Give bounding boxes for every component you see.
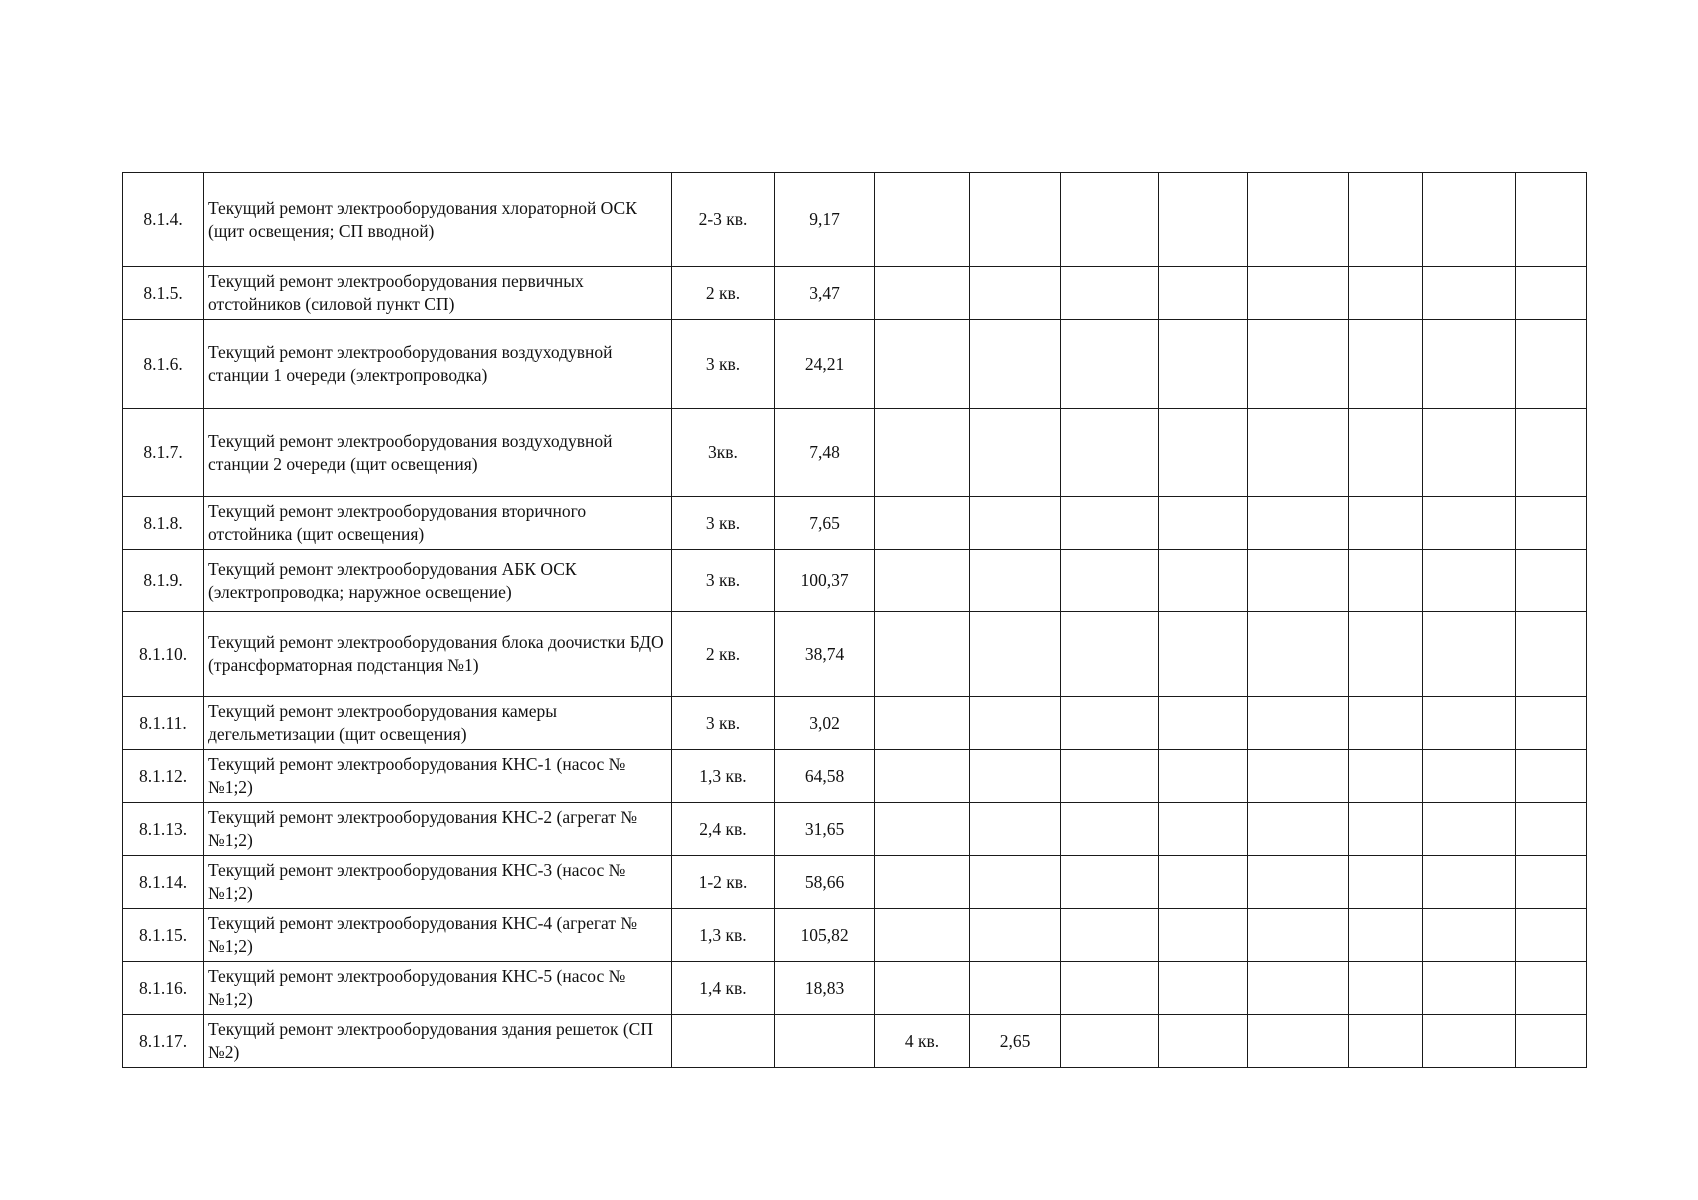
schedule-cell: 4 кв. bbox=[875, 1015, 970, 1068]
table-row bbox=[123, 612, 1587, 697]
schedule-cell bbox=[875, 962, 970, 1015]
work-description-cell bbox=[204, 267, 672, 320]
schedule-cell bbox=[1349, 909, 1423, 962]
schedule-cell bbox=[1349, 409, 1423, 497]
schedule-cell bbox=[970, 173, 1061, 267]
table-row bbox=[123, 173, 1587, 267]
schedule-cell bbox=[1423, 267, 1516, 320]
work-description-text: Текущий ремонт электрооборудования воздуходувной станции 2 очереди (щит освещения) bbox=[208, 430, 613, 474]
schedule-cell bbox=[672, 1015, 775, 1068]
schedule-cell bbox=[1516, 697, 1587, 750]
table-row bbox=[123, 909, 1587, 962]
schedule-cell bbox=[1248, 497, 1349, 550]
work-description-text: Текущий ремонт электрооборудования КНС-1 (насос №№1;2) bbox=[208, 754, 626, 797]
work-description-cell bbox=[204, 612, 672, 697]
row-number-cell: 8.1.16. bbox=[123, 962, 204, 1015]
schedule-cell bbox=[1159, 612, 1248, 697]
schedule-cell: 1,3 кв. bbox=[672, 750, 775, 803]
schedule-cell bbox=[875, 612, 970, 697]
schedule-cell bbox=[1423, 909, 1516, 962]
work-description-cell bbox=[204, 1015, 672, 1068]
schedule-cell: 18,83 bbox=[775, 962, 875, 1015]
schedule-cell: 105,82 bbox=[775, 909, 875, 962]
schedule-cell bbox=[1248, 750, 1349, 803]
row-number-cell: 8.1.14. bbox=[123, 856, 204, 909]
schedule-cell bbox=[1516, 409, 1587, 497]
row-number-cell: 8.1.4. bbox=[123, 173, 204, 267]
schedule-cell bbox=[1349, 267, 1423, 320]
schedule-cell bbox=[1516, 267, 1587, 320]
work-description-cell bbox=[204, 697, 672, 750]
schedule-cell bbox=[1349, 856, 1423, 909]
row-number-cell: 8.1.5. bbox=[123, 267, 204, 320]
work-description-text: Текущий ремонт электрооборудования КНС-4 (агрегат №№1;2) bbox=[208, 913, 638, 956]
schedule-cell bbox=[1349, 697, 1423, 750]
schedule-cell: 3 кв. bbox=[672, 550, 775, 612]
schedule-cell bbox=[1423, 803, 1516, 856]
schedule-cell bbox=[1349, 173, 1423, 267]
table-row bbox=[123, 320, 1587, 409]
schedule-cell bbox=[1061, 962, 1159, 1015]
schedule-cell bbox=[1061, 409, 1159, 497]
schedule-cell bbox=[1159, 173, 1248, 267]
schedule-cell bbox=[1423, 856, 1516, 909]
schedule-cell bbox=[1061, 612, 1159, 697]
schedule-cell bbox=[1061, 750, 1159, 803]
work-description-cell bbox=[204, 750, 672, 803]
work-description-text: Текущий ремонт электрооборудования воздуходувной станции 1 очереди (электропроводка) bbox=[208, 342, 613, 385]
work-description-cell bbox=[204, 497, 672, 550]
schedule-cell bbox=[1349, 962, 1423, 1015]
schedule-cell: 3,47 bbox=[775, 267, 875, 320]
work-description-text: Текущий ремонт электрооборудования вторичного отстойника (щит освещения) bbox=[208, 501, 587, 544]
row-number-cell: 8.1.8. bbox=[123, 497, 204, 550]
table-row bbox=[123, 409, 1587, 497]
schedule-cell bbox=[1159, 856, 1248, 909]
schedule-cell: 58,66 bbox=[775, 856, 875, 909]
schedule-cell bbox=[775, 1015, 875, 1068]
work-description-text: Текущий ремонт электрооборудования блока доочистки БДО (трансформаторная подстанция №1) bbox=[208, 632, 664, 675]
schedule-cell bbox=[1248, 962, 1349, 1015]
schedule-cell bbox=[875, 497, 970, 550]
schedule-cell bbox=[1159, 803, 1248, 856]
table-row bbox=[123, 750, 1587, 803]
schedule-cell bbox=[1061, 909, 1159, 962]
schedule-cell bbox=[1516, 320, 1587, 409]
schedule-cell bbox=[1061, 320, 1159, 409]
schedule-cell bbox=[1061, 803, 1159, 856]
schedule-cell bbox=[1516, 612, 1587, 697]
schedule-cell bbox=[1516, 1015, 1587, 1068]
schedule-cell bbox=[1061, 173, 1159, 267]
schedule-cell bbox=[1516, 803, 1587, 856]
schedule-cell bbox=[875, 409, 970, 497]
schedule-cell bbox=[970, 962, 1061, 1015]
schedule-cell bbox=[1159, 550, 1248, 612]
row-number-cell: 8.1.6. bbox=[123, 320, 204, 409]
schedule-cell: 3 кв. bbox=[672, 320, 775, 409]
schedule-cell bbox=[1159, 409, 1248, 497]
schedule-cell: 2 кв. bbox=[672, 612, 775, 697]
table-row bbox=[123, 1015, 1587, 1068]
schedule-cell bbox=[875, 320, 970, 409]
schedule-cell bbox=[970, 750, 1061, 803]
schedule-cell bbox=[1159, 497, 1248, 550]
work-description-text: Текущий ремонт электрооборудования первичных отстойников (силовой пункт СП) bbox=[208, 271, 584, 314]
schedule-cell: 2,4 кв. bbox=[672, 803, 775, 856]
work-description-text: Текущий ремонт электрооборудования КНС-3 (насос №№1;2) bbox=[208, 860, 626, 903]
schedule-cell bbox=[1423, 612, 1516, 697]
schedule-cell: 24,21 bbox=[775, 320, 875, 409]
row-number-cell: 8.1.7. bbox=[123, 409, 204, 497]
schedule-cell: 2 кв. bbox=[672, 267, 775, 320]
schedule-cell bbox=[1516, 173, 1587, 267]
schedule-cell bbox=[970, 612, 1061, 697]
schedule-cell: 3,02 bbox=[775, 697, 875, 750]
work-description-cell bbox=[204, 173, 672, 267]
schedule-cell bbox=[970, 697, 1061, 750]
work-description-text: Текущий ремонт электрооборудования здания решеток (СП №2) bbox=[208, 1019, 653, 1062]
schedule-cell bbox=[1248, 320, 1349, 409]
schedule-cell: 7,48 bbox=[775, 409, 875, 497]
table-row bbox=[123, 550, 1587, 612]
schedule-cell bbox=[970, 803, 1061, 856]
row-number-cell: 8.1.11. bbox=[123, 697, 204, 750]
row-number-cell: 8.1.9. bbox=[123, 550, 204, 612]
schedule-cell: 3 кв. bbox=[672, 497, 775, 550]
table-row bbox=[123, 803, 1587, 856]
schedule-cell bbox=[1349, 1015, 1423, 1068]
schedule-cell bbox=[970, 267, 1061, 320]
schedule-cell bbox=[1516, 750, 1587, 803]
schedule-cell bbox=[1061, 267, 1159, 320]
schedule-cell: 100,37 bbox=[775, 550, 875, 612]
schedule-cell: 2-3 кв. bbox=[672, 173, 775, 267]
schedule-cell bbox=[1516, 962, 1587, 1015]
schedule-cell bbox=[970, 909, 1061, 962]
schedule-cell bbox=[1159, 1015, 1248, 1068]
work-description-cell bbox=[204, 550, 672, 612]
schedule-cell: 64,58 bbox=[775, 750, 875, 803]
work-description-text: Текущий ремонт электрооборудования камеры дегельметизации (щит освещения) bbox=[208, 701, 557, 744]
schedule-cell bbox=[1423, 962, 1516, 1015]
schedule-cell bbox=[1423, 320, 1516, 409]
table-row bbox=[123, 497, 1587, 550]
schedule-cell bbox=[1423, 173, 1516, 267]
work-description-text: Текущий ремонт электрооборудования КНС-5 (насос №№1;2) bbox=[208, 966, 626, 1009]
schedule-cell bbox=[970, 320, 1061, 409]
row-number-cell: 8.1.12. bbox=[123, 750, 204, 803]
schedule-cell bbox=[1061, 856, 1159, 909]
work-description-cell bbox=[204, 909, 672, 962]
schedule-cell bbox=[875, 803, 970, 856]
schedule-cell bbox=[1159, 697, 1248, 750]
table-body bbox=[123, 173, 1587, 1068]
schedule-cell bbox=[875, 750, 970, 803]
schedule-cell bbox=[1248, 909, 1349, 962]
schedule-cell bbox=[970, 550, 1061, 612]
schedule-cell: 31,65 bbox=[775, 803, 875, 856]
schedule-cell bbox=[1423, 550, 1516, 612]
schedule-cell bbox=[1516, 909, 1587, 962]
work-description-text: Текущий ремонт электрооборудования КНС-2 (агрегат №№1;2) bbox=[208, 807, 638, 850]
schedule-cell bbox=[1423, 697, 1516, 750]
schedule-cell bbox=[1349, 550, 1423, 612]
schedule-cell: 2,65 bbox=[970, 1015, 1061, 1068]
schedule-cell bbox=[1516, 550, 1587, 612]
schedule-cell bbox=[970, 856, 1061, 909]
work-description-cell bbox=[204, 320, 672, 409]
row-number-cell: 8.1.15. bbox=[123, 909, 204, 962]
row-number-cell: 8.1.10. bbox=[123, 612, 204, 697]
row-number-cell: 8.1.17. bbox=[123, 1015, 204, 1068]
schedule-cell bbox=[1423, 750, 1516, 803]
schedule-cell: 7,65 bbox=[775, 497, 875, 550]
schedule-cell bbox=[1349, 803, 1423, 856]
work-schedule-sheet bbox=[122, 172, 1587, 1068]
schedule-cell bbox=[1248, 612, 1349, 697]
schedule-cell bbox=[875, 267, 970, 320]
schedule-cell bbox=[1248, 267, 1349, 320]
schedule-cell: 1,3 кв. bbox=[672, 909, 775, 962]
schedule-cell bbox=[1248, 856, 1349, 909]
schedule-cell bbox=[1248, 173, 1349, 267]
schedule-cell bbox=[1248, 803, 1349, 856]
table-row bbox=[123, 962, 1587, 1015]
schedule-cell: 38,74 bbox=[775, 612, 875, 697]
schedule-cell bbox=[970, 409, 1061, 497]
schedule-cell bbox=[1349, 497, 1423, 550]
schedule-cell bbox=[875, 173, 970, 267]
schedule-cell bbox=[875, 697, 970, 750]
schedule-cell bbox=[1159, 267, 1248, 320]
schedule-cell bbox=[875, 909, 970, 962]
schedule-cell: 1-2 кв. bbox=[672, 856, 775, 909]
schedule-cell: 3кв. bbox=[672, 409, 775, 497]
schedule-cell bbox=[1516, 856, 1587, 909]
schedule-cell bbox=[1349, 612, 1423, 697]
work-description-cell bbox=[204, 409, 672, 497]
schedule-cell bbox=[875, 856, 970, 909]
schedule-cell bbox=[1248, 1015, 1349, 1068]
schedule-cell bbox=[1061, 697, 1159, 750]
work-description-cell bbox=[204, 962, 672, 1015]
schedule-cell bbox=[1159, 909, 1248, 962]
schedule-cell bbox=[1061, 1015, 1159, 1068]
work-schedule-table bbox=[122, 172, 1587, 1068]
schedule-cell bbox=[1061, 550, 1159, 612]
schedule-cell bbox=[1159, 962, 1248, 1015]
schedule-cell bbox=[1349, 320, 1423, 409]
schedule-cell bbox=[1423, 497, 1516, 550]
schedule-cell bbox=[1423, 1015, 1516, 1068]
schedule-cell bbox=[1061, 497, 1159, 550]
work-description-text: Текущий ремонт электрооборудования АБК ОСК (электропроводка; наружное освещение) bbox=[208, 558, 577, 602]
schedule-cell bbox=[875, 550, 970, 612]
schedule-cell bbox=[1423, 409, 1516, 497]
work-description-cell bbox=[204, 856, 672, 909]
schedule-cell bbox=[1159, 320, 1248, 409]
schedule-cell bbox=[970, 497, 1061, 550]
table-row bbox=[123, 856, 1587, 909]
schedule-cell bbox=[1248, 697, 1349, 750]
row-number-cell: 8.1.13. bbox=[123, 803, 204, 856]
schedule-cell bbox=[1349, 750, 1423, 803]
schedule-cell: 1,4 кв. bbox=[672, 962, 775, 1015]
schedule-cell bbox=[1159, 750, 1248, 803]
schedule-cell bbox=[1248, 550, 1349, 612]
schedule-cell: 9,17 bbox=[775, 173, 875, 267]
work-description-text: Текущий ремонт электрооборудования хлораторной ОСК (щит освещения; СП вводной) bbox=[208, 197, 637, 241]
schedule-cell: 3 кв. bbox=[672, 697, 775, 750]
table-row bbox=[123, 697, 1587, 750]
work-description-cell bbox=[204, 803, 672, 856]
table-row bbox=[123, 267, 1587, 320]
schedule-cell bbox=[1516, 497, 1587, 550]
schedule-cell bbox=[1248, 409, 1349, 497]
